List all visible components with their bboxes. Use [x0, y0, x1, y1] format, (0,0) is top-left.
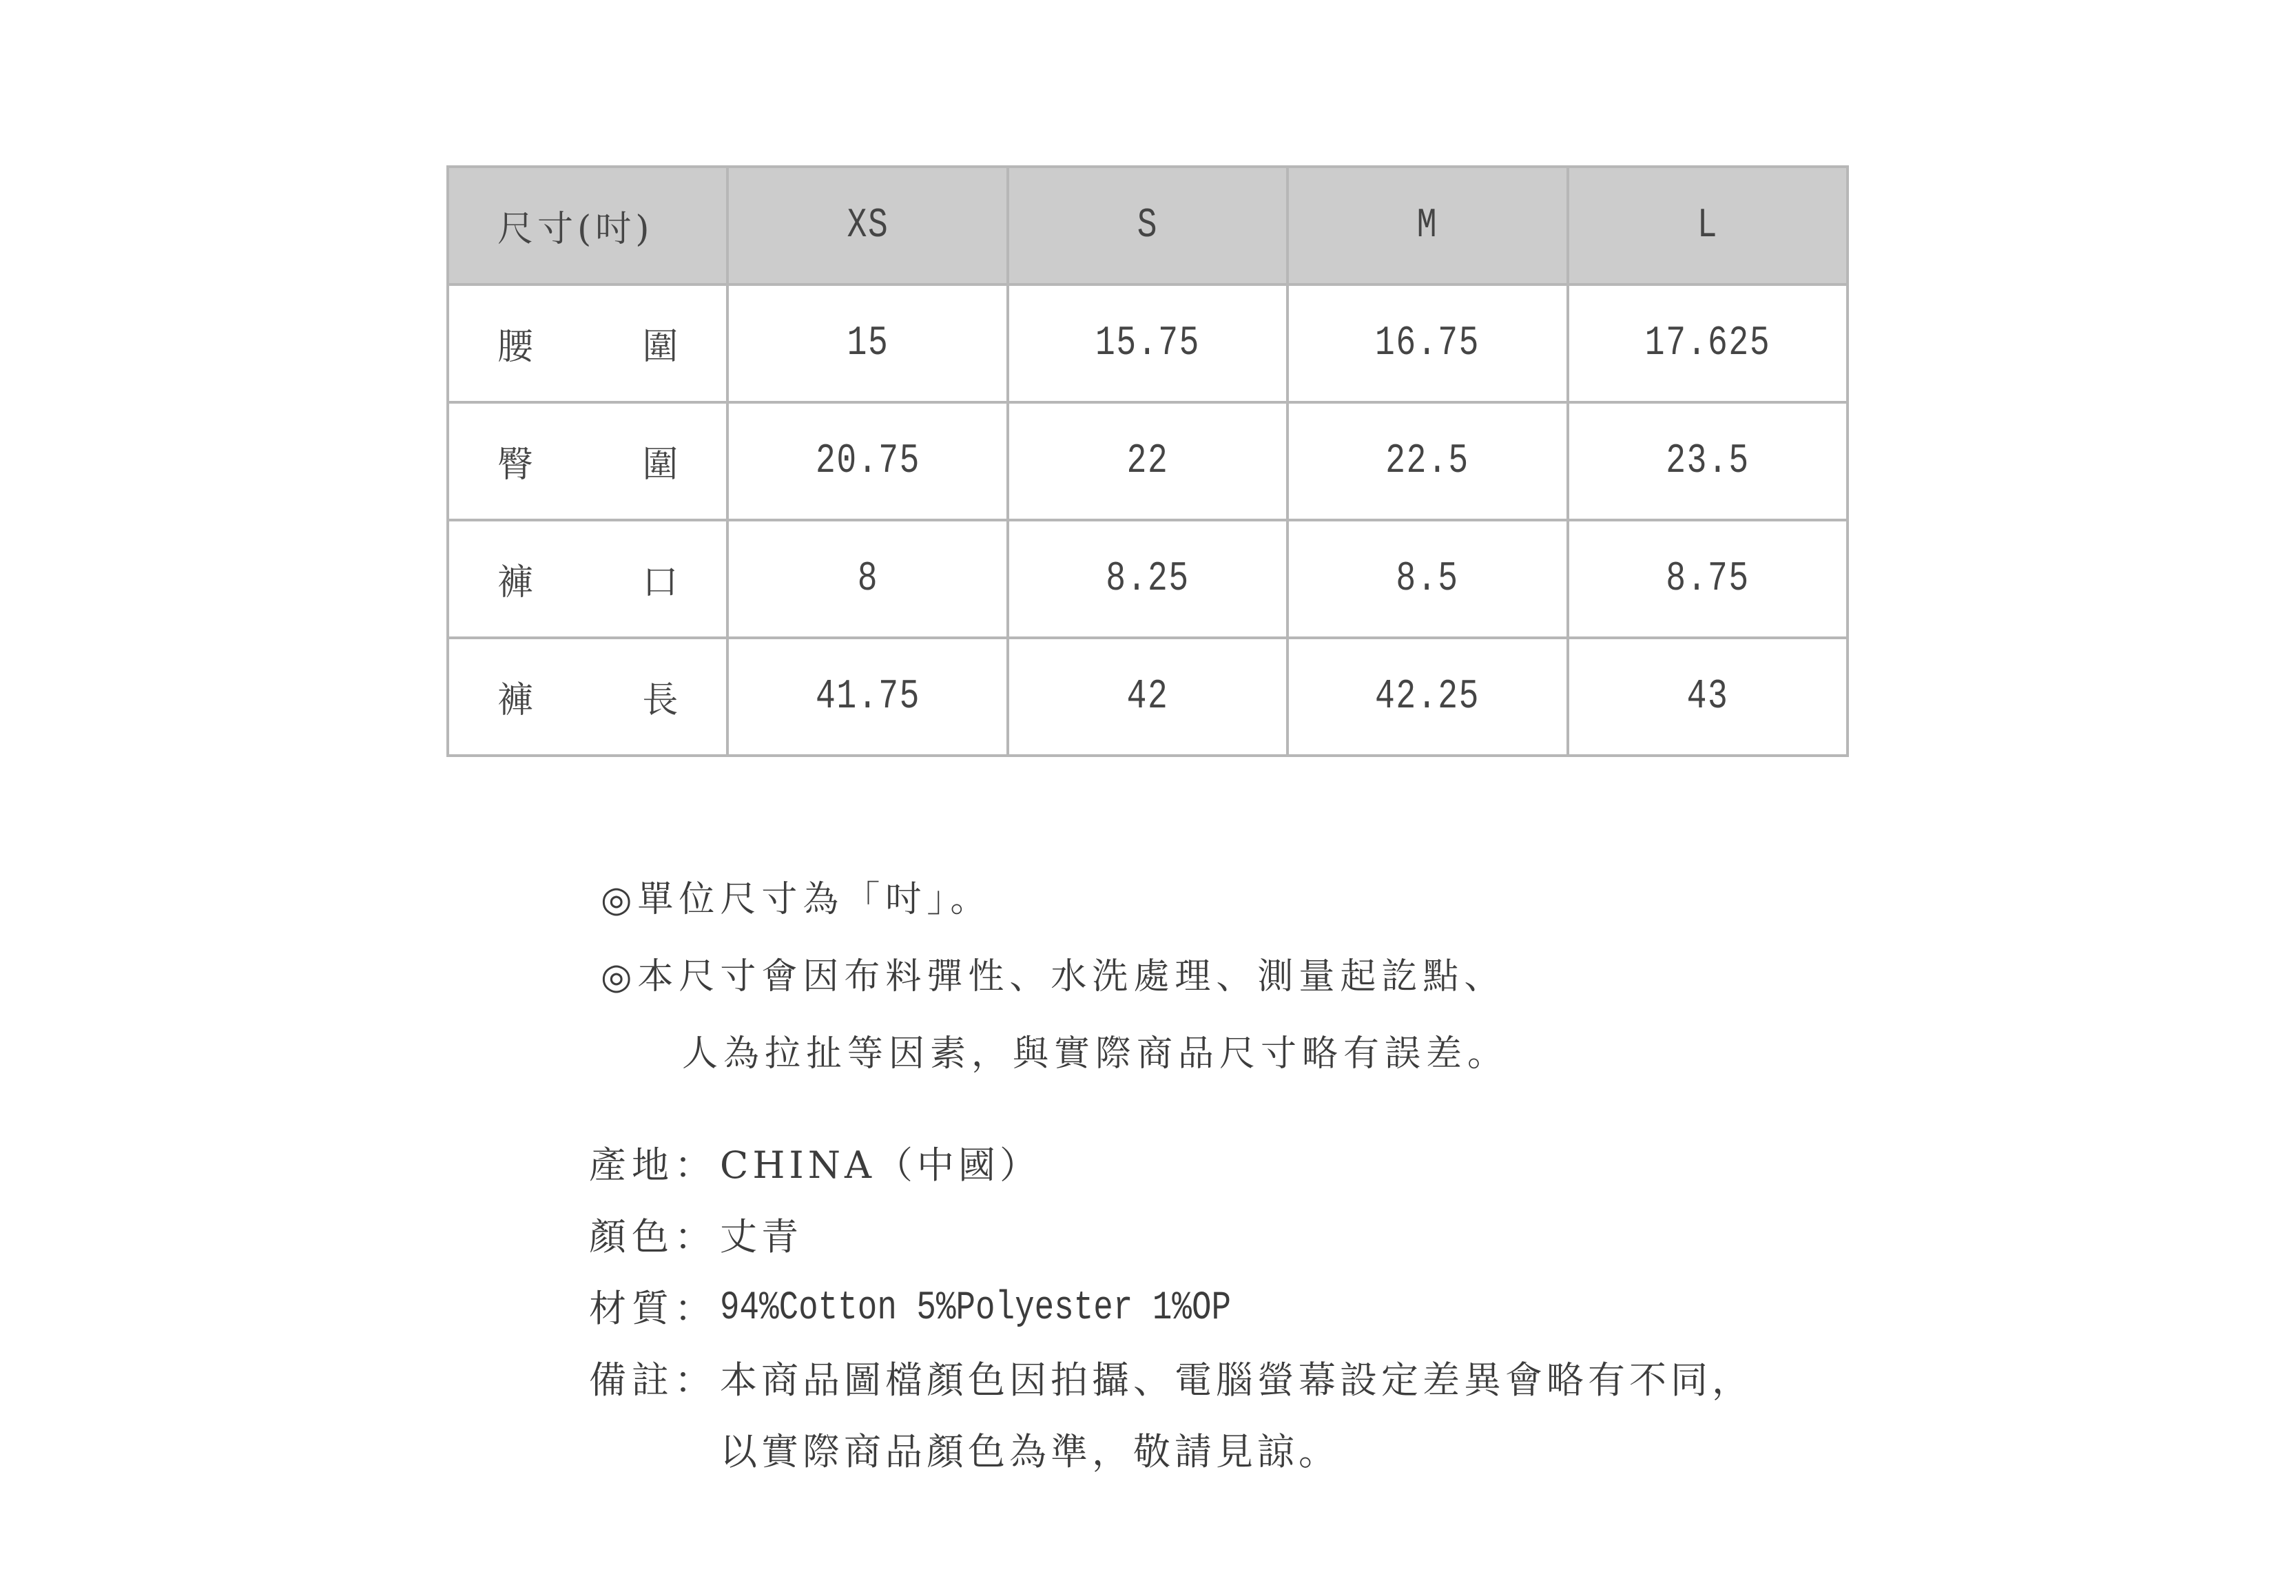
row-label-leg-opening: 褲 口: [448, 520, 727, 638]
table-row-hip: [448, 402, 1848, 520]
size-chart-header-row: [448, 167, 1848, 284]
table-cell: 15.75: [1008, 284, 1287, 402]
material-row: [589, 1273, 1753, 1345]
table-cell: 16.75: [1287, 284, 1567, 402]
remark-label: 備註：: [589, 1358, 717, 1402]
size-unit-header: 尺寸(吋): [448, 167, 727, 284]
size-header-l: L: [1568, 167, 1848, 284]
material-label: 材質：: [589, 1287, 717, 1330]
size-header-xs: XS: [727, 167, 1007, 284]
product-info: [589, 1130, 1753, 1488]
table-row-leg-opening: [448, 520, 1848, 638]
origin-value: CHINA（中國）: [720, 1143, 1041, 1187]
table-cell: 23.5: [1568, 402, 1848, 520]
remark-value-continued: 以實際商品顏色為準，敬請見諒。: [720, 1430, 1340, 1473]
size-notes: [601, 861, 1509, 1092]
color-value: 丈青: [720, 1215, 803, 1258]
table-cell: 22.5: [1287, 402, 1567, 520]
table-cell: 42.25: [1287, 638, 1567, 756]
table-row-waist: [448, 284, 1848, 402]
row-label-hip: 臀 圍: [448, 402, 727, 520]
table-cell: 41.75: [727, 638, 1007, 756]
table-cell: 8.5: [1287, 520, 1567, 638]
table-cell: 8.75: [1568, 520, 1848, 638]
size-chart-table: [446, 165, 1849, 757]
origin-label: 產地：: [589, 1143, 717, 1187]
origin-row: [589, 1130, 1753, 1201]
remark-row: [589, 1345, 1753, 1416]
note-unit: ◎單位尺寸為「吋」。: [601, 879, 992, 920]
size-header-m: M: [1287, 167, 1567, 284]
color-row: [589, 1201, 1753, 1273]
remark-value: 本商品圖檔顏色因拍攝、電腦螢幕設定差異會略有不同，: [720, 1358, 1753, 1402]
color-label: 顏色：: [589, 1215, 717, 1258]
table-cell: 20.75: [727, 402, 1007, 520]
table-cell: 15: [727, 284, 1007, 402]
row-label-length: 褲 長: [448, 638, 727, 756]
material-value: 94%Cotton 5%Polyester 1%OP: [720, 1286, 1232, 1331]
note-tolerance: ◎本尺寸會因布料彈性、水洗處理、測量起訖點、: [601, 956, 1506, 997]
table-cell: 8.25: [1008, 520, 1287, 638]
size-header-s: S: [1008, 167, 1287, 284]
table-cell: 8: [727, 520, 1007, 638]
table-cell: 17.625: [1568, 284, 1848, 402]
note-tolerance-continued: 人為拉扯等因素，與實際商品尺寸略有誤差。: [682, 1033, 1509, 1075]
table-cell: 42: [1008, 638, 1287, 756]
row-label-waist: 腰 圍: [448, 284, 727, 402]
table-row-length: [448, 638, 1848, 756]
table-cell: 22: [1008, 402, 1287, 520]
table-cell: 43: [1568, 638, 1848, 756]
